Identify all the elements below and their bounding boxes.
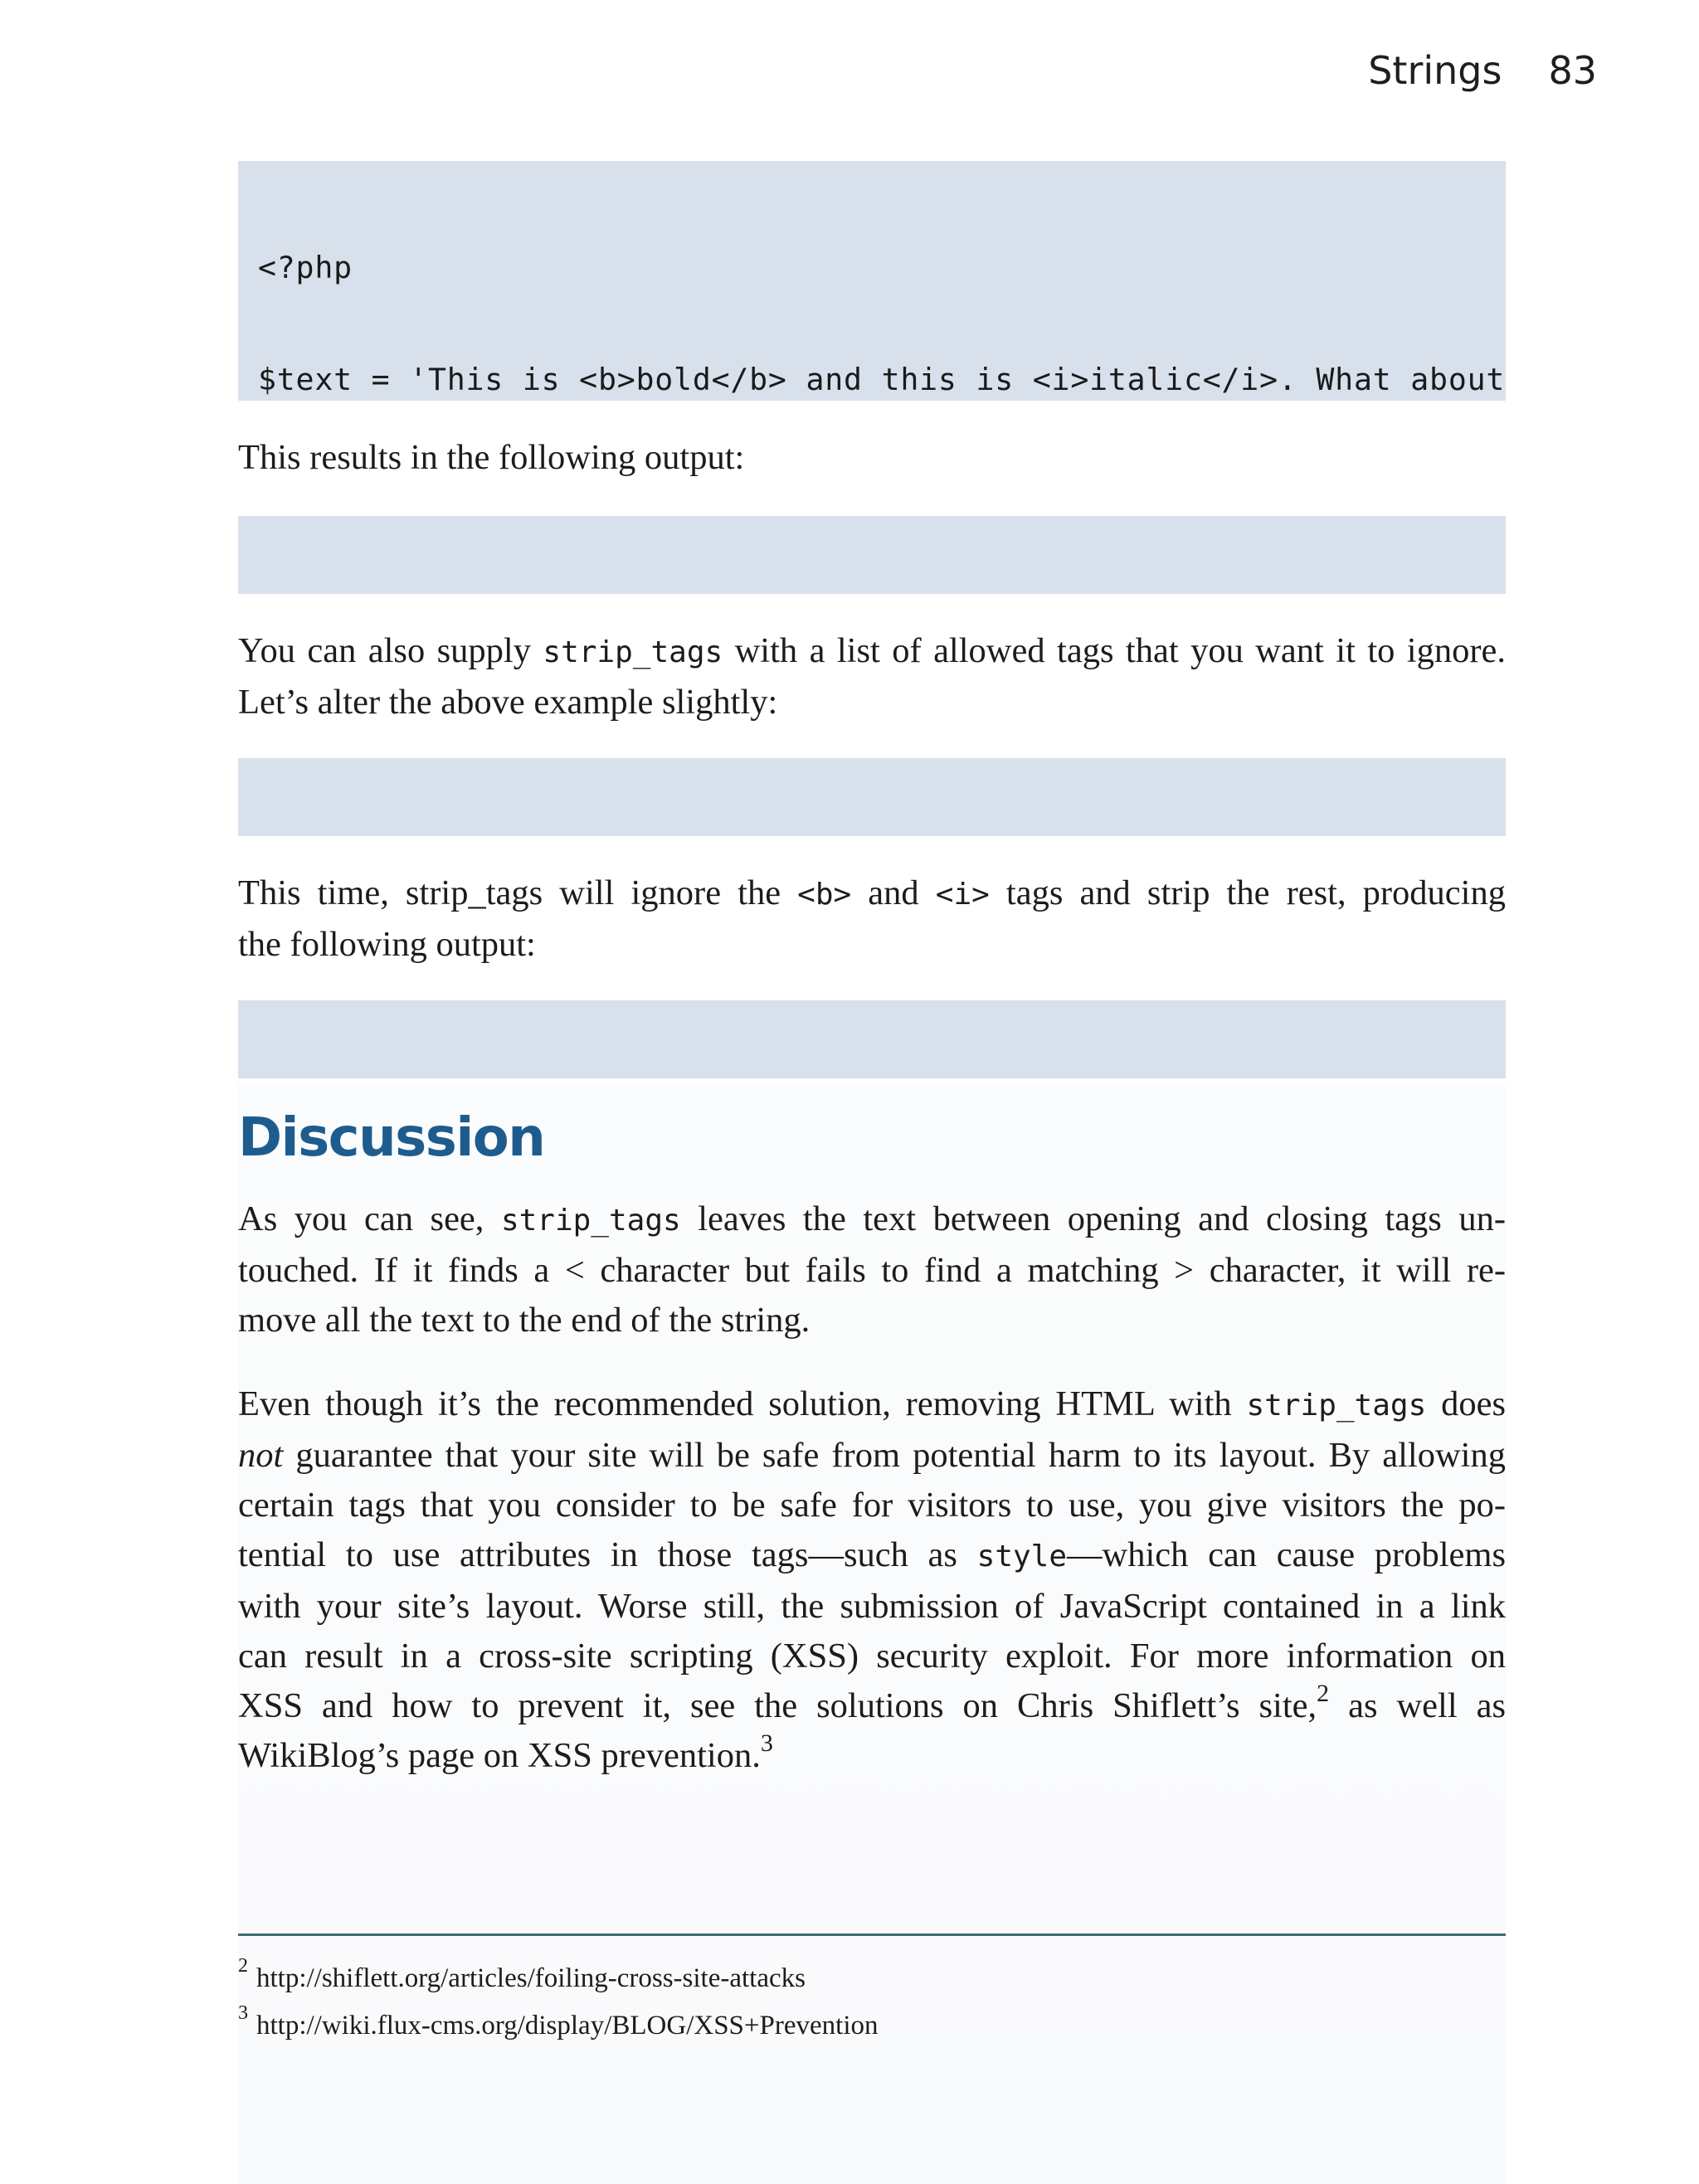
footnote-divider [238, 1933, 1506, 1936]
code-block-php-example [238, 161, 1506, 401]
emphasis-text: not [238, 1436, 284, 1475]
inline-code: strip_tags [543, 635, 723, 669]
inline-code: strip_tags [1246, 1389, 1427, 1423]
discussion-paragraph-2: Even though it’s the recommended solution, removing HTML with strip_tags does not guarantee that your site will be safe from potential harm to its layout. By allowing certain tags that you consider to be safe for visitors to use, you give visitors the po- tential to use attributes in those tags—such as style—which can cause problems with your site’s layout. Worse still, the submission of JavaScript contained in a link can result in a cross-site scripting (XSS) security exploit. For more information on XSS and how to prevent it, see the solutions on Chris Shiflett’s site,$^2$ as well as WikiBlog’s page on XSS prevention.$^3$ [238, 1384, 1507, 1775]
inline-code: <i> [935, 878, 990, 912]
footnote-item [238, 1998, 879, 2045]
footnote-ref[interactable]: 3 [760, 1729, 773, 1757]
footnote-link[interactable]: http://shiflett.org/articles/foiling-cross-site-attacks [256, 1963, 806, 1993]
footnote-marker: 3 [238, 2002, 248, 2024]
inline-code: <b> [797, 878, 852, 912]
footnote-ref[interactable]: 2 [1317, 1679, 1330, 1707]
paragraph-output-intro: This results in the following output: [238, 438, 745, 477]
section-title: Strings [1368, 48, 1502, 93]
inline-code: style [976, 1540, 1068, 1574]
running-header [1368, 48, 1597, 93]
code-line: $text = 'This is <b>bold</b> and this is <i>italic</i>. What about [258, 362, 1506, 397]
footnote-link[interactable]: http://wiki.flux-cms.org/display/BLOG/XSS+Prevention [256, 2011, 879, 2041]
footnote-item [238, 1951, 879, 1998]
code-block-output-partial [238, 1000, 1506, 1078]
code-line: <?php [258, 250, 353, 285]
discussion-heading: Discussion [238, 1107, 545, 1169]
page-number: 83 [1548, 48, 1597, 93]
paragraph-ignore-tags: This time, strip_tags will ignore the <b> and <i> tags and strip the rest, producing the following output: [238, 873, 1506, 964]
footnotes [238, 1951, 879, 2045]
paragraph-allowed-tags: You can also supply strip_tags with a list of allowed tags that you want it to ignore. Let’s alter the above example slightly: [238, 631, 1506, 722]
inline-code: strip_tags [500, 1204, 681, 1238]
discussion-paragraph-1: As you can see, strip_tags leaves the text between opening and closing tags un- touched. If it finds a < character but fails to find a matching > character, it will re- move all the text to the end of the string. [238, 1199, 1506, 1340]
code-block-output-stripped [238, 516, 1506, 594]
footnote-marker: 2 [238, 1955, 248, 1977]
code-block-strip-tags-allowed [238, 758, 1506, 836]
